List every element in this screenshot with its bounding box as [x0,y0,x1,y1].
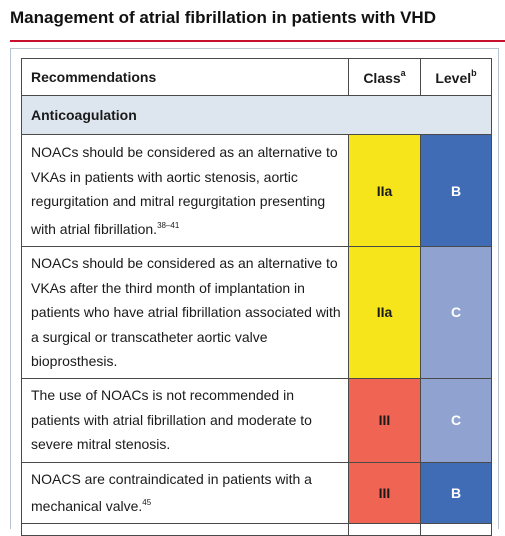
recommendation-text [22,135,349,247]
table-row-partial [22,523,492,535]
header-recommendations: Recommendations [22,59,349,96]
table-row [22,247,492,379]
recommendation-text [22,378,349,462]
level-cell: C [421,378,492,462]
recommendations-table [21,58,492,536]
header-class-label: Class [363,70,401,86]
recommendation-body: NOACS are contraindicated in patients with a mechanical valve. [31,470,312,514]
section-row [22,96,492,135]
recommendation-body: The use of NOACs is not recommended in patients with atrial fibrillation and moderate to severe mitral stenosis. [31,387,312,453]
header-level [421,59,492,96]
table-row [22,462,492,523]
recommendation-body: NOACs should be considered as an alternative to VKAs in patients with aortic stenosis, aortic regurgitation and mitral regurgitation presenting with atrial fibrillation. [31,144,338,237]
table-header-row [22,59,492,96]
header-level-label: Level [435,70,472,86]
table-row [22,135,492,247]
partial-cell [22,523,349,535]
recommendation-ref: 45 [142,498,152,507]
level-cell: C [421,247,492,379]
class-cell: IIa [349,247,421,379]
class-cell: IIa [349,135,421,247]
title-rule [10,40,505,42]
header-level-footnote: b [471,68,477,78]
header-class [349,59,421,96]
header-class-footnote: a [400,68,406,78]
page-title: Management of atrial fibrillation in patients with VHD [10,8,436,27]
recommendation-text [22,247,349,379]
recommendation-text [22,462,349,523]
table-row [22,378,492,462]
recommendation-body: NOACs should be considered as an alternative to VKAs after the third month of implantation in patients who have atrial fibrillation associated with a surgical or transcatheter aortic valve bioprosthesis. [31,255,341,369]
class-cell: III [349,462,421,523]
section-anticoagulation: Anticoagulation [22,96,492,135]
partial-cell [421,523,492,535]
partial-cell [349,523,421,535]
level-cell: B [421,462,492,523]
recommendation-ref: 38–41 [157,220,180,230]
level-cell: B [421,135,492,247]
class-cell: III [349,378,421,462]
